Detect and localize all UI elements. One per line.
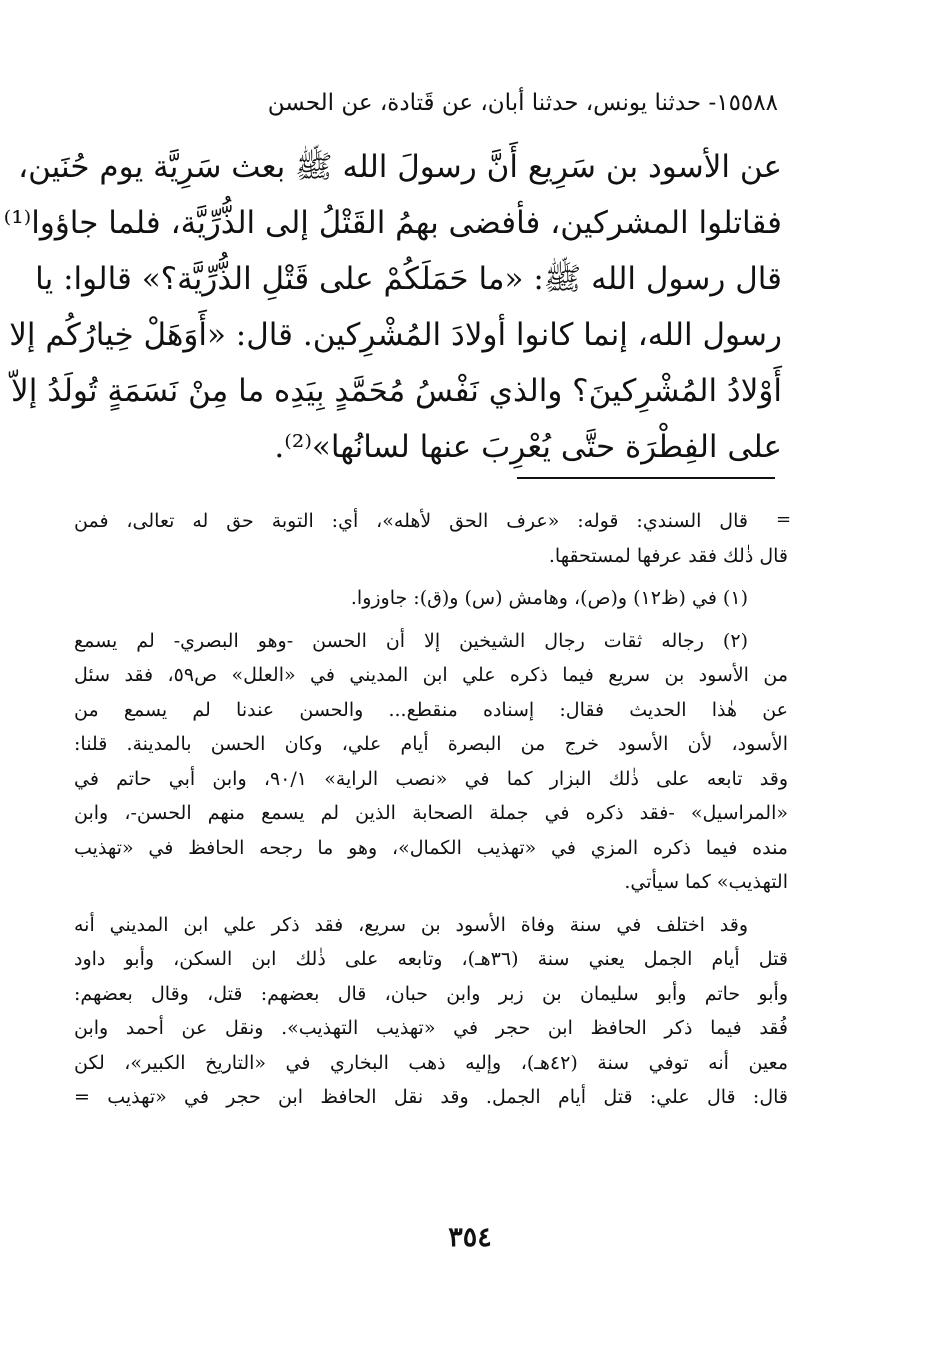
hadith-line: عن الأسود بن سَرِيع أَنَّ رسولَ الله ﷺ بعث سَرِيَّة يوم حُنَين، [18, 149, 782, 185]
footnote-paragraph-line: فُقد فيما ذكر الحافظ ابن حجر في «تهذيب التهذيب». ونقل عن أحمد وابن [74, 1017, 788, 1039]
footnote-paragraph-line: قتل أيام الجمل يعني سنة (٣٦هـ)، وتابعه على ذٰلك ابن السكن، وأبو داود [74, 948, 788, 970]
footnote-2-line: «المراسيل» -فقد ذكره في جملة الصحابة الذين لم يسمع منهم الحسن-، وابن [74, 802, 788, 824]
continuation-mark: = [776, 509, 792, 530]
footnote-separator [517, 477, 775, 479]
hadith-line: على الفِطْرَة حتَّى يُعْرِبَ عنها لسانُها»⁽²⁾. [274, 429, 782, 465]
footnote-2-line: وقد تابعه على ذٰلك البزار كما في «نصب الراية» ٩٠/١، وابن أبي حاتم في [74, 767, 788, 790]
footnote-2-line: عن هٰذا الحديث فقال: إسناده منقطع... والحسن عندنا لم يسمع من [74, 698, 788, 721]
hadith-text [3, 140, 782, 476]
footnote-2-line: من الأسود بن سريع فيما ذكره علي ابن المديني في «العلل» ص٥٩، فقد سئل [74, 664, 789, 686]
footnote-paragraph-line: وقد اختلف في سنة وفاة الأسود بن سريع، فقد ذكر علي ابن المديني أنه [74, 913, 748, 936]
footnote-2-line: منده فيما ذكره المزي في «تهذيب الكمال»، وهو ما رجحه الحافظ في «تهذيب [74, 836, 788, 859]
footnote-paragraph-line: قال: قال علي: قتل أيام الجمل. وقد نقل الحافظ ابن حجر في «تهذيب = [74, 1086, 788, 1108]
hadith-line: أَوْلادُ المُشْرِكينَ؟ والذي نَفْسُ مُحَمَّدٍ بِيَدِه ما مِنْ نَسَمَةٍ تُولَدُ إلاّ [11, 373, 782, 409]
footnote-2-line: الأسود، لأن الأسود خرج من البصرة أيام علي، وكان الحسن بالمدينة. قلنا: [74, 733, 788, 755]
footnote-paragraph-line: وأبو حاتم وأبو سليمان بن زبر وابن حبان، قال بعضهم: قتل، وقال بعضهم: [74, 982, 788, 1005]
footnote-paragraph-line: معين أنه توفي سنة (٤٢هـ)، وإليه ذهب البخاري في «التاريخ الكبير»، لكن [74, 1051, 789, 1074]
footnotes [74, 504, 788, 1115]
hadith-line: فقاتلوا المشركين، فأفضى بهمُ القَتْلُ إلى الذُّرِّيَّة، فلما جاؤوا⁽¹⁾ [3, 205, 782, 241]
footnote-2-line: (٢) رجاله ثقات رجال الشيخين إلا أن الحسن -وهو البصري- لم يسمع [74, 629, 748, 652]
footnote-line: قال ذٰلك فقد عرفها لمستحقها. [548, 544, 788, 567]
footnote-1: (١) في (ظ١٢) و(ص)، وهامش (س) و(ق): جاوزوا. [350, 587, 748, 609]
hadith-line: قال رسول الله ﷺ: «ما حَمَلَكُمْ على قَتْلِ الذُّرِّيَّة؟» قالوا: يا [35, 261, 782, 297]
footnote-2-line: التهذيب» كما سيأتي. [624, 871, 788, 893]
footnote-line: قال السندي: قوله: «عرف الحق لأهله»، أي: التوبة حق له تعالى، فمن [74, 510, 748, 532]
hadith-header: ١٥٥٨٨- حدثنا يونس، حدثنا أبان، عن قَتادة، عن الحسن [267, 90, 778, 116]
page-number: ٣٥٤ [448, 1222, 492, 1253]
hadith-line: رسول الله، إنما كانوا أولادَ المُشْرِكين. قال: «أَوَهَلْ خِيارُكُم إلا [9, 317, 782, 353]
